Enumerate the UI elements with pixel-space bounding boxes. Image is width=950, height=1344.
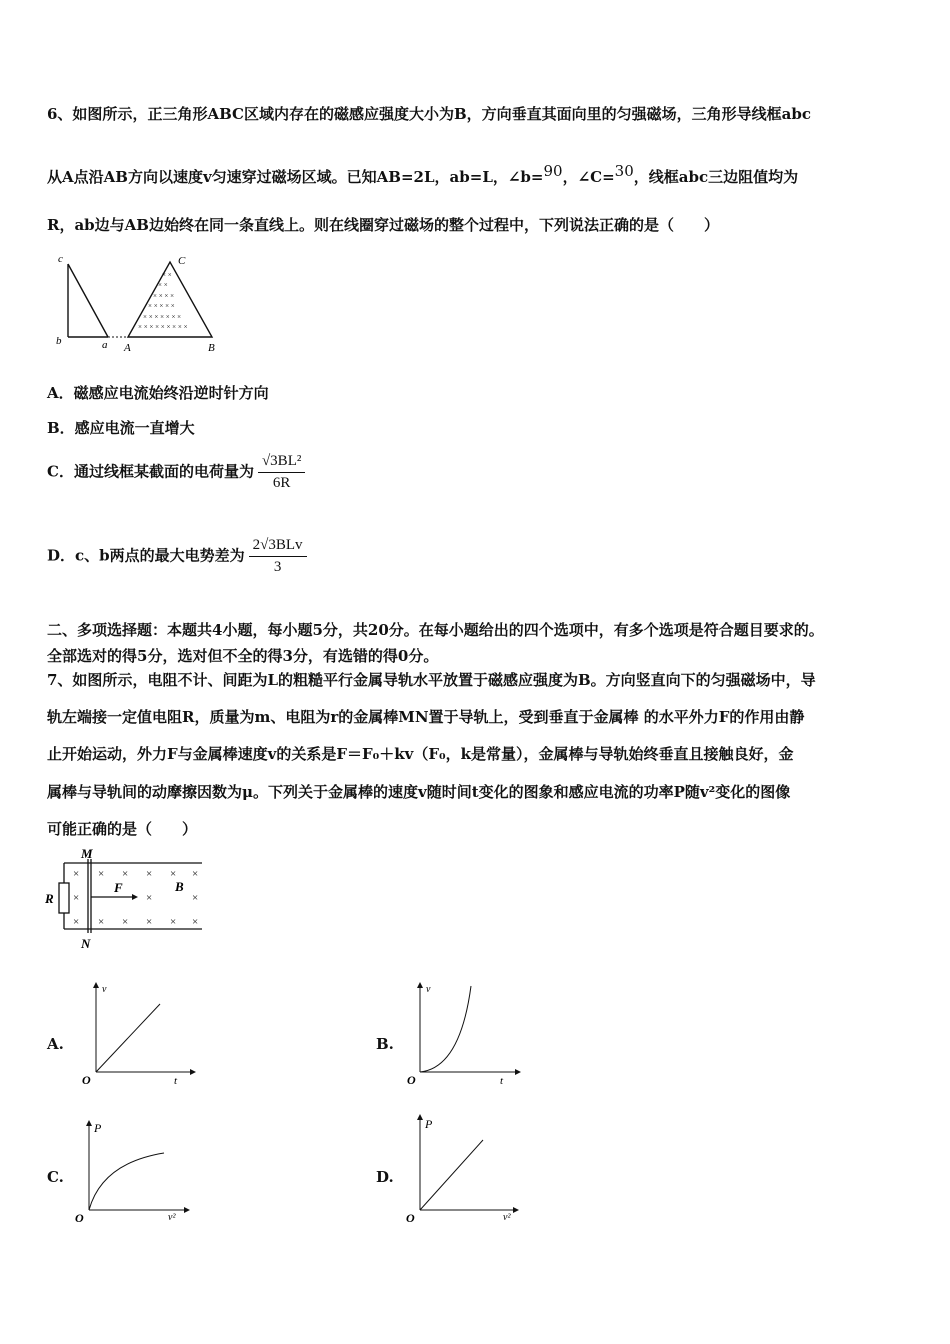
resistor [59, 883, 69, 913]
graph-d-ylabel: P [425, 1117, 433, 1131]
label-N: N [81, 936, 91, 951]
svg-text:×: × [146, 892, 153, 904]
svg-text:×: × [98, 916, 105, 928]
svg-text:×: × [146, 868, 153, 880]
q7-option-a-label: A. [47, 1035, 64, 1053]
q6-line-2a: 从A点沿AB方向以速度v匀速穿过磁场区域。已知AB=2L，ab=L，∠b= [47, 168, 544, 186]
section2-line-2: 全部选对的得5分，选对但不全的得3分，有选错的得0分。 [47, 647, 439, 665]
svg-text:× ×: × × [158, 281, 168, 289]
field-cross: × [73, 868, 80, 880]
svg-text:× × × × ×: × × × × × [148, 302, 175, 310]
label-R: R [45, 891, 54, 906]
emf-fraction [249, 537, 307, 576]
q7-option-c-label: C. [47, 1168, 64, 1186]
label-B: B [208, 342, 215, 354]
graph-d-xlabel: v² [503, 1212, 511, 1223]
label-B-field: B [175, 879, 184, 894]
q7-graph-b [405, 980, 525, 1090]
svg-text:×: × [192, 916, 199, 928]
label-a: a [102, 339, 108, 351]
q6-option-b: B．感应电流一直增大 [47, 419, 195, 437]
q7-option-d-label: D. [376, 1168, 394, 1186]
svg-text:×: × [122, 916, 129, 928]
q7-line-1: 7、如图所示，电阻不计、间距为L的粗糙平行金属导轨水平放置于磁感应强度为B。方向竖直向下的匀强磁场中，导 [47, 671, 816, 689]
q6-line-2 [47, 162, 798, 187]
q7-graph-d [403, 1112, 528, 1228]
svg-text:×: × [98, 868, 105, 880]
graph-c-origin: O [75, 1211, 84, 1225]
graph-b-origin: O [407, 1073, 416, 1087]
q6-figure [50, 252, 225, 354]
graph-a-ylabel: v [102, 984, 107, 995]
section2-line-1: 二、多项选择题：本题共4小题，每小题5分，共20分。在每小题给出的四个选项中，有多个选项是符合题目要求的。 [47, 621, 824, 639]
angle-c-value: 30 [614, 162, 634, 180]
svg-text:×: × [122, 868, 129, 880]
charge-denominator: 6R [272, 475, 291, 491]
q7-line-4: 属棒与导轨间的动摩擦因数为μ。下列关于金属棒的速度v随时间t变化的图象和感应电流的功率P随v²变化的图像 [47, 783, 791, 801]
q7-graph-c [72, 1118, 197, 1228]
label-M: M [81, 846, 93, 861]
svg-text:×: × [146, 916, 153, 928]
label-F: F [114, 880, 123, 895]
q7-graph-a [78, 980, 198, 1090]
charge-numerator: √3BL² [258, 453, 305, 473]
graph-b-ylabel: v [426, 984, 431, 995]
q6-line-3: R，ab边与AB边始终在同一条直线上。则在线圈穿过磁场的整个过程中，下列说法正确的是（ ） [47, 216, 719, 234]
svg-text:× ×: × × [162, 271, 172, 279]
emf-numerator: 2√3BLv [249, 537, 307, 557]
label-C: C [178, 255, 186, 267]
svg-text:× × × × × × × × ×: × × × × × × × × × [138, 323, 188, 331]
label-A: A [124, 342, 131, 354]
field-cross: × [73, 892, 80, 904]
svg-text:×: × [192, 892, 199, 904]
q7-line-5: 可能正确的是（ ） [47, 820, 198, 838]
q6-option-c [47, 453, 305, 492]
svg-text:× × × × × × ×: × × × × × × × [143, 313, 182, 321]
graph-c-xlabel: v² [168, 1212, 176, 1223]
q7-line-2: 轨左端接一定值电阻R，质量为m、电阻为r的金属棒MN置于导轨上，受到垂直于金属棒 的水平外力F的作用由静 [47, 708, 805, 726]
emf-denominator: 3 [273, 559, 282, 575]
svg-text:×: × [170, 868, 177, 880]
svg-text:×: × [192, 868, 199, 880]
q6-line-2b: ，∠C= [562, 168, 615, 186]
q7-option-b-label: B. [376, 1035, 394, 1053]
graph-d-origin: O [406, 1211, 415, 1225]
graph-b-xlabel: t [500, 1075, 504, 1087]
graph-a-origin: O [82, 1073, 91, 1087]
q6-line-2c: ，线框abc三边阻值均为 [633, 168, 799, 186]
label-b: b [56, 335, 62, 347]
q6-line-1: 6、如图所示，正三角形ABC区域内存在的磁感应强度大小为B，方向垂直其面向里的匀强磁场，三角形导线框abc [47, 105, 811, 123]
charge-fraction [258, 453, 305, 492]
graph-a-xlabel: t [174, 1075, 178, 1087]
q6-option-d-text: D．c、b两点的最大电势差为 [47, 546, 245, 565]
q6-option-d [47, 537, 307, 576]
q7-circuit-figure [42, 845, 212, 955]
svg-text:× × × ×: × × × × [153, 292, 175, 300]
graph-c-ylabel: P [94, 1121, 102, 1135]
svg-text:×: × [170, 916, 177, 928]
field-cross: × [73, 916, 80, 928]
angle-b-value: 90 [543, 162, 563, 180]
q6-option-c-text: C．通过线框某截面的电荷量为 [47, 462, 254, 481]
q6-option-a: A．磁感应电流始终沿逆时针方向 [47, 384, 269, 402]
label-c: c [58, 253, 63, 265]
q7-line-3: 止开始运动，外力F与金属棒速度v的关系是F＝F₀＋kv（F₀，k是常量），金属棒与导轨始终垂直且接触良好，金 [47, 745, 794, 763]
